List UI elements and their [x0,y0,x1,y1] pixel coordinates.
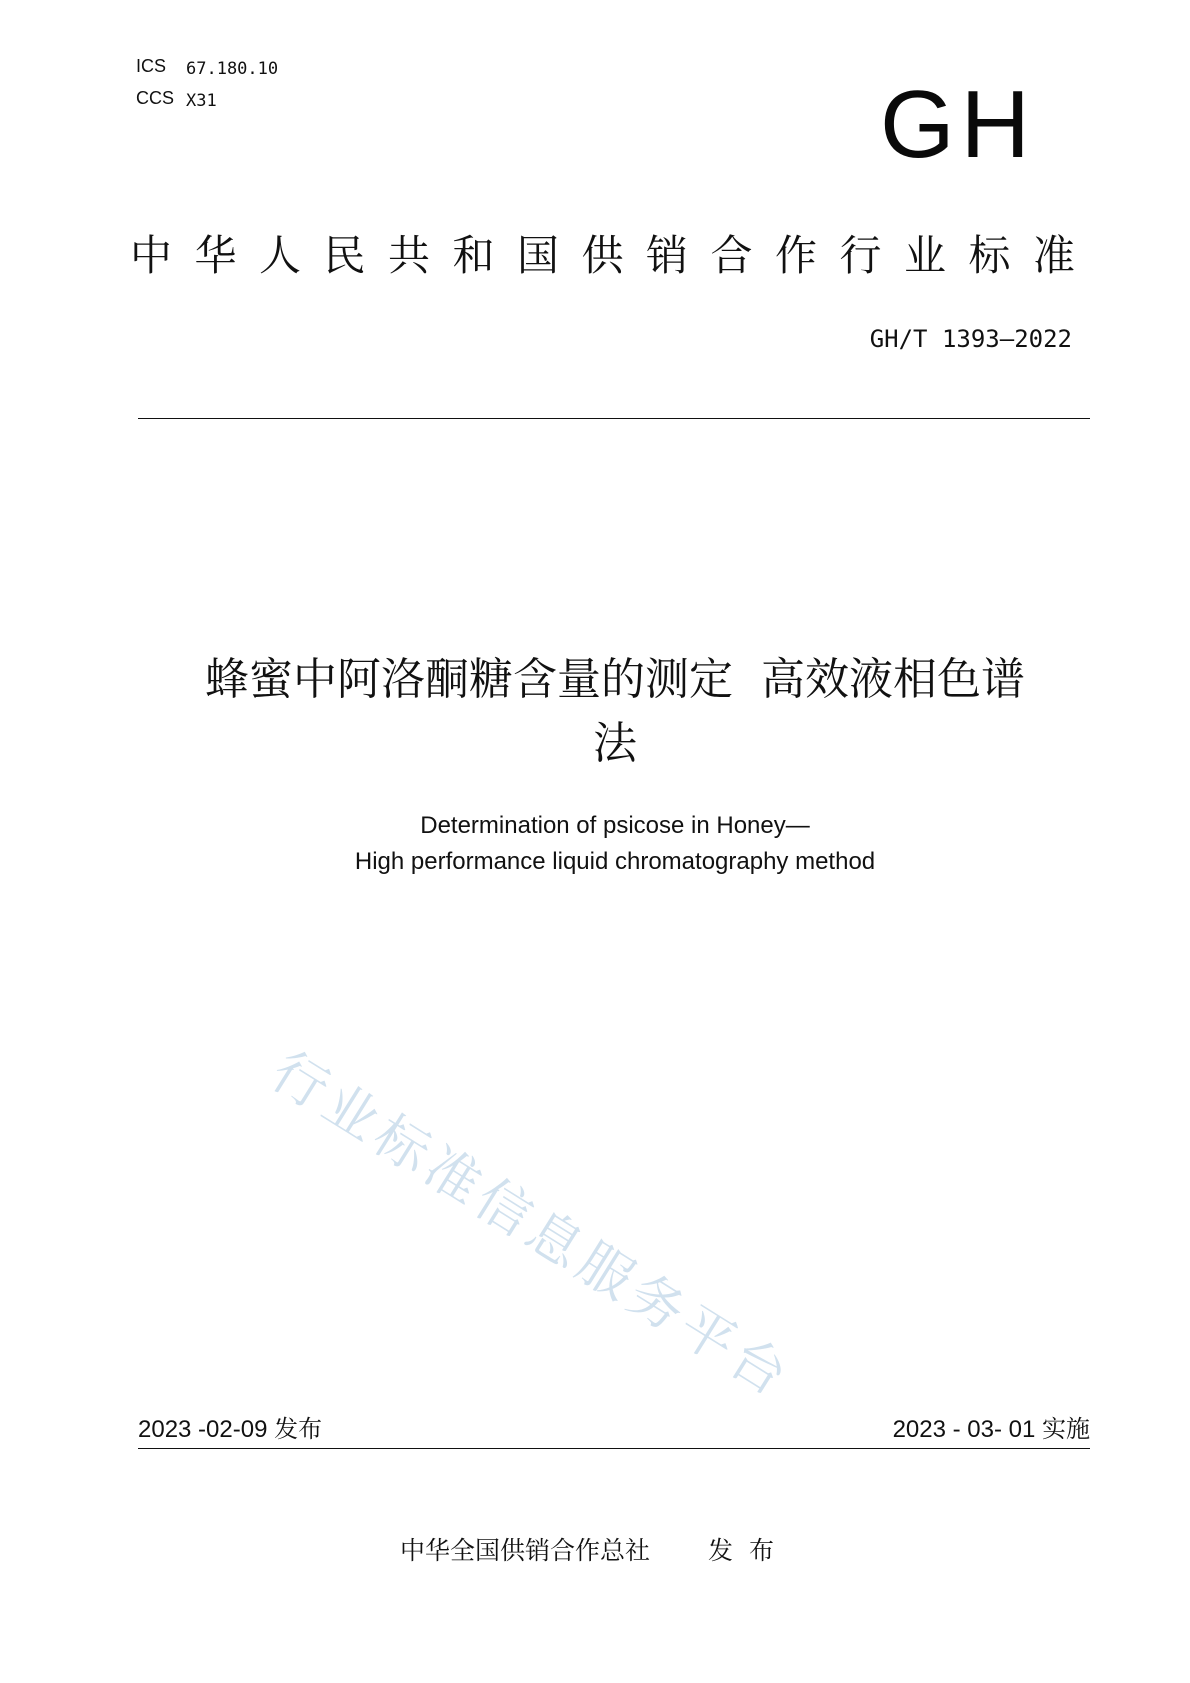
footer-divider [138,1448,1090,1449]
english-title-line-2: High performance liquid chromatography method [354,848,876,875]
implementation-date: 2023 - 03- 01 实施 [892,1416,1090,1443]
header-divider [138,418,1090,419]
ccs-label: CCS [136,88,175,108]
english-title-line-1: Determination of psicose in Honey— [420,812,810,839]
title-line-2: 法 [593,718,637,769]
issuer-action: 发布 [708,1536,791,1565]
issuer [0,1535,1190,1567]
ics-code: 67.180.10 [186,59,279,79]
document-title-chinese [120,648,1110,776]
ics-label: ICS [136,56,167,76]
document-title-english [120,808,1110,880]
issue-date: 2023 -02-09 发布 [138,1416,323,1443]
watermark: 行业标准信息服务平台 [260,1039,803,1411]
organization-title: 中华人民共和国供销合作行业标准 [130,231,1098,280]
standard-number: GH/T 1393—2022 [869,325,1072,353]
standard-category-mark: GH [880,71,1036,178]
issuer-name: 中华全国供销合作总社 [399,1536,650,1565]
ccs-code: X31 [186,91,217,111]
title-line-1: 蜂蜜中阿洛酮糖含量的测定 高效液相色谱 [205,654,1025,705]
